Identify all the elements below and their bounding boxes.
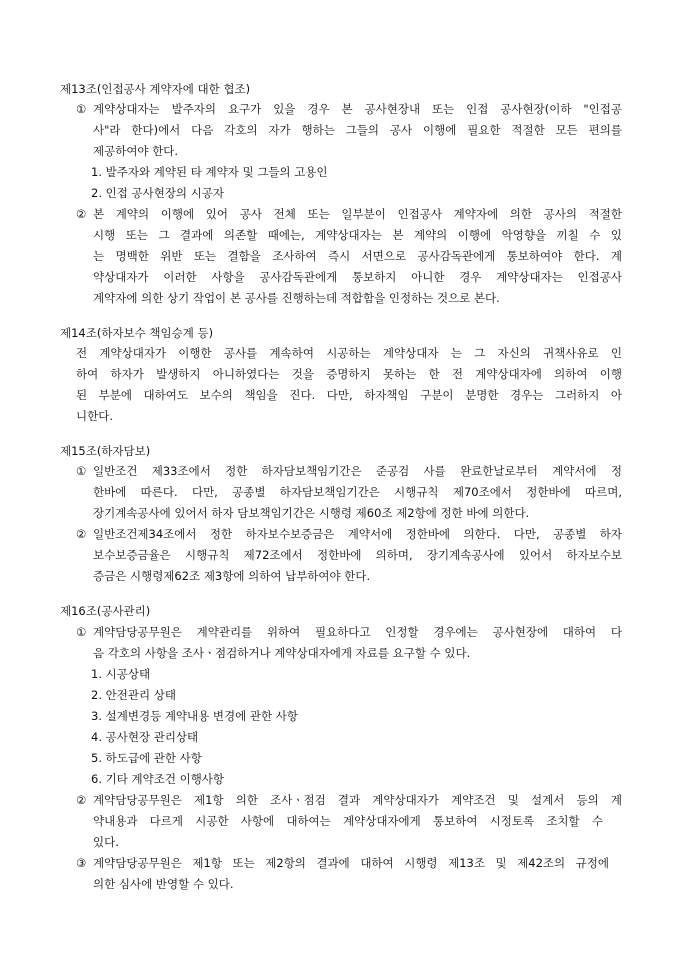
article-14-title: 제14조(하자보수 책임승계 등)	[60, 326, 214, 340]
list-item: 1. 시공상태	[91, 667, 151, 681]
paragraph-line: 사"라 한다)에서 다음 각호의 자가 행하는 그들의 공사 이행에 필요한 적절한 모든 편의를	[93, 123, 622, 137]
list-item: 2. 인접 공사현장의 시공자	[91, 186, 225, 200]
paragraph-line: 본 계약의 이행에 있어 공사 전체 또는 일부분이 인접공사 계약자에 의한 공사의 적절한	[93, 207, 622, 221]
paragraph-marker: ①	[76, 464, 87, 478]
paragraph-line: 약상대자가 이러한 사항을 공사감독관에게 통보하지 아니한 경우 계약상대자는 인접공사	[93, 270, 622, 284]
paragraph-line: 음 각호의 사항을 조사ㆍ점검하거나 계약상대자에게 자료를 요구할 수 있다.	[93, 646, 471, 660]
paragraph-line: 일반조건 제33조에서 정한 하자담보책임기간은 준공검 사를 완료한날로부터 계약서에 정	[93, 464, 622, 478]
article-15-title: 제15조(하자담보)	[60, 444, 151, 458]
paragraph-line: 계약담당공무원은 계약관리를 위하여 필요하다고 인정할 경우에는 공사현장에 대하여 다	[93, 625, 622, 639]
paragraph-line: 있다.	[93, 835, 119, 849]
paragraph-line: 니한다.	[76, 409, 113, 423]
article-16-title: 제16조(공사관리)	[60, 604, 151, 618]
paragraph-line: 장기계속공사에 있어서 하자 담보책임기간은 시행령 제60조 제2항에 정한 바에 의한다.	[93, 506, 530, 520]
paragraph-line: 계약자에 의한 상기 작업이 본 공사를 진행하는데 적합함을 인정하는 것으로 본다.	[93, 291, 500, 305]
paragraph-marker: ②	[76, 527, 87, 541]
paragraph-line: 시행 또는 그 결과에 의존할 때에는, 계약상대자는 본 계약의 이행에 악영향을 끼칠 수 있	[93, 228, 622, 242]
paragraph-line: 의한 심사에 반영할 수 있다.	[93, 877, 234, 891]
list-item: 5. 하도급에 관한 사항	[91, 751, 202, 765]
list-item: 4. 공사현장 관리상태	[91, 730, 199, 744]
list-item: 3. 설계변경등 계약내용 변경에 관한 사항	[91, 709, 298, 723]
paragraph-marker: ③	[76, 856, 87, 870]
list-item: 6. 기타 계약조건 이행사항	[91, 772, 225, 786]
paragraph-line: 하여 하자가 발생하지 아니하였다는 것을 증명하지 못하는 한 전 계약상대자에 의하여 이행	[76, 367, 622, 381]
paragraph-line: 는 명백한 위반 또는 결함을 조사하여 즉시 서면으로 공사감독관에게 통보하여야 한다. 계	[93, 249, 622, 263]
list-item: 1. 발주자와 계약된 타 계약자 및 그들의 고용인	[91, 165, 328, 179]
paragraph-line: 계약담당공무원은 제1항 또는 제2항의 결과에 대하여 시행령 제13조 및 제42조의 규정에	[93, 856, 609, 870]
list-item: 2. 안전관리 상태	[91, 688, 176, 702]
paragraph-line: 일반조건제34조에서 정한 하자보수보증금은 계약서에 정한바에 의한다. 다만, 공종별 하자	[93, 527, 622, 541]
paragraph-line: 보수보증금율은 시행규칙 제72조에서 정한바에 의하며, 장기계속공사에 있어서 하자보수보	[93, 548, 622, 562]
paragraph-marker: ①	[76, 102, 87, 116]
paragraph-marker: ②	[76, 793, 87, 807]
paragraph-line: 계약상대자는 발주자의 요구가 있을 경우 본 공사현장내 또는 인접 공사현장(이하 "인접공	[93, 102, 622, 116]
article-13-title: 제13조(인접공사 계약자에 대한 협조)	[60, 82, 251, 96]
paragraph-marker: ①	[76, 625, 87, 639]
paragraph-line: 한바에 따른다. 다만, 공종별 하자담보책임기간은 시행규칙 제70조에서 정한바에 따르며,	[93, 485, 622, 499]
paragraph-line: 제공하여야 한다.	[93, 144, 179, 158]
paragraph-line: 계약담당공무원은 제1항 의한 조사ㆍ점검 결과 계약상대자가 계약조건 및 설계서 등의 계	[93, 793, 622, 807]
paragraph-line: 약내용과 다르게 시공한 사항에 대하여는 계약상대자에게 통보하여 시정토록 조치할 수	[93, 814, 603, 828]
paragraph-line: 된 부분에 대하여도 보수의 책임을 진다. 다만, 하자책임 구분이 분명한 경우는 그러하지 아	[76, 388, 622, 402]
paragraph-marker: ②	[76, 207, 87, 221]
paragraph-line: 전 계약상대자가 이행한 공사를 계속하여 시공하는 계약상대자 는 그 자신의 귀책사유로 인	[76, 346, 622, 360]
paragraph-line: 증금은 시행령제62조 제3항에 의하여 납부하여야 한다.	[93, 569, 371, 583]
